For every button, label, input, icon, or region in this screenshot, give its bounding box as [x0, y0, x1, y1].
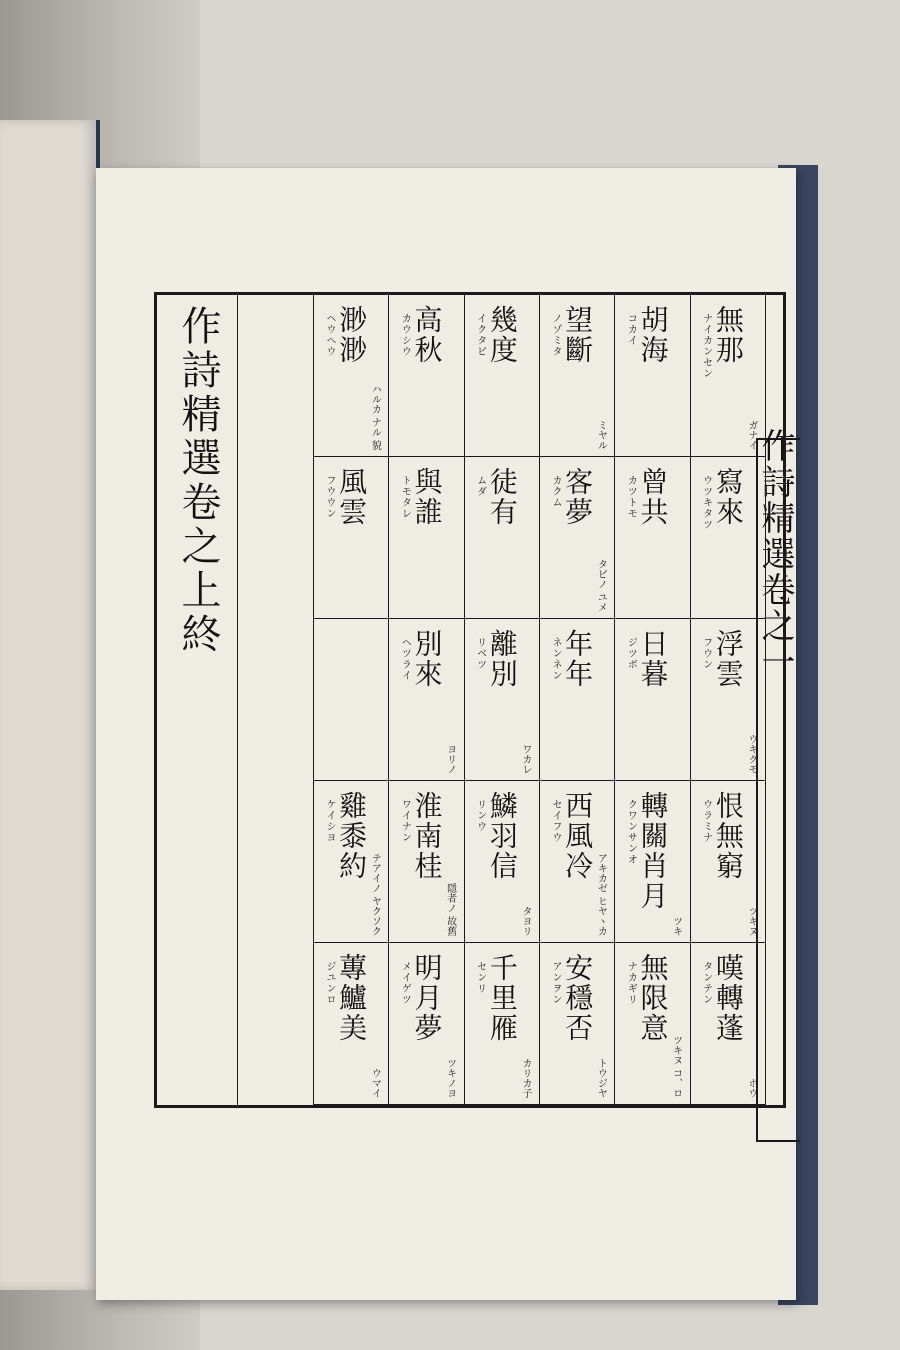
vocab-cell: [313, 943, 388, 1105]
vocab-word: 嘆轉蓬: [711, 953, 745, 1043]
vocab-cell: [690, 457, 765, 619]
vocab-cell: [313, 619, 388, 781]
kana-reading: セイフウ: [550, 799, 561, 843]
vocab-word: 渺渺: [335, 305, 369, 365]
gloss-note: タビノ ユメ: [595, 558, 607, 612]
vocab-word: 望斷: [561, 305, 595, 365]
kana-reading: リベツ: [474, 637, 486, 670]
vocab-cell: [690, 943, 765, 1105]
gloss-note: ワカレ: [520, 744, 531, 774]
gloss-note: タヨリ: [520, 906, 531, 936]
kana-reading: ナカギリ: [625, 961, 637, 1005]
vocab-word: 離別: [485, 629, 519, 689]
kana-reading: ジユンロ: [324, 961, 335, 1005]
vocab-word: 客夢: [561, 467, 595, 527]
kana-reading: ケイシヨ: [324, 799, 335, 843]
vocab-word: 千里雁: [485, 953, 519, 1043]
vocab-word: 曾共: [636, 467, 670, 527]
vocab-word: 恨無窮: [711, 791, 745, 881]
kana-reading: トモタレ: [399, 475, 411, 519]
gloss-note: ホウ: [746, 1078, 757, 1098]
vocab-cell: [614, 619, 689, 781]
vocab-cell: [539, 619, 614, 781]
vocab-cell: [464, 457, 539, 619]
vocab-cell: [539, 781, 614, 943]
kana-reading: フウン: [700, 637, 712, 670]
kana-reading: クワンサンオ: [625, 799, 637, 865]
gloss-note: ツキノヨ: [444, 1058, 456, 1098]
kana-reading: ヘウヘウ: [324, 313, 335, 357]
vocab-word: 明月夢: [410, 953, 444, 1043]
kana-reading: カクム: [550, 475, 561, 508]
gloss-note: ハルカ ナル 貌: [369, 383, 381, 450]
kana-reading: フウウン: [324, 475, 335, 519]
vocab-word: 與誰: [410, 467, 444, 527]
previous-page-edge: [0, 120, 100, 1290]
text-frame: [154, 292, 786, 1108]
kana-reading: ウツキタツ: [700, 475, 712, 530]
kana-reading: ヘツライ: [399, 637, 411, 681]
vocab-cell: [690, 619, 765, 781]
vocab-word: 年年: [561, 629, 595, 689]
vocab-cell: [539, 457, 614, 619]
vocab-cell: [388, 781, 463, 943]
vocab-word: 蓴鱸美: [335, 953, 369, 1043]
vocab-word: 日暮: [636, 629, 670, 689]
vocab-word: 風雲: [335, 467, 369, 527]
blank-column: [237, 295, 314, 1105]
vocabulary-grid: [313, 295, 765, 1105]
vocab-cell: [690, 295, 765, 457]
gloss-note: カリカ子: [520, 1058, 531, 1098]
vocab-word: 淮南桂: [410, 791, 444, 881]
vocab-cell: [614, 295, 689, 457]
kana-reading: ナイカンセン: [700, 313, 712, 379]
vocab-cell: [313, 295, 388, 457]
kana-reading: センリ: [474, 961, 486, 994]
vocab-cell: [614, 457, 689, 619]
vocab-word: 幾度: [485, 305, 519, 365]
vocab-word: 轉關肖月: [636, 791, 670, 911]
vocab-word: 無限意: [636, 953, 670, 1043]
gloss-note: ツキ: [670, 916, 682, 936]
vocab-cell: [388, 619, 463, 781]
gloss-note: 隱者ノ 故舊: [444, 882, 456, 936]
kana-reading: イクタビ: [474, 313, 486, 357]
kana-reading: メイゲツ: [399, 961, 411, 1005]
vocab-word: 無那: [711, 305, 745, 365]
gloss-note: ガナイ: [746, 420, 757, 450]
vocab-word: 鱗羽信: [485, 791, 519, 881]
gloss-note: ツキヌ コ、ロ: [670, 1034, 682, 1098]
vocab-word: 別來: [410, 629, 444, 689]
vocab-cell: [313, 457, 388, 619]
gloss-note: ツキヌ: [746, 906, 757, 936]
gloss-note: アキカゼ ヒヤヽカ: [595, 852, 607, 936]
vocab-cell: [614, 943, 689, 1105]
kana-reading: タンテン: [700, 961, 712, 1005]
vocab-cell: [614, 781, 689, 943]
next-page-title: 作詩精選卷之一: [755, 428, 795, 680]
gloss-note: ウキグモ: [746, 734, 757, 774]
vocab-word: 高秋: [410, 305, 444, 365]
vocab-cell: [464, 295, 539, 457]
vocab-word: 西風冷: [561, 791, 595, 881]
kana-reading: リンウ: [474, 799, 486, 832]
vocab-cell: [690, 781, 765, 943]
vocab-word: 浮雲: [711, 629, 745, 689]
vocab-cell: [388, 943, 463, 1105]
gloss-note: テアイノ ヤクソク: [369, 852, 381, 936]
gloss-note: ヨリノ: [444, 744, 456, 774]
kana-reading: ワイナン: [399, 799, 411, 843]
kana-reading: カウシウ: [399, 313, 411, 357]
vocab-cell: [539, 943, 614, 1105]
right-margin-strip: [765, 295, 784, 1105]
gloss-note: トウジヤ: [595, 1058, 607, 1098]
kana-reading: ウラミナ: [700, 799, 712, 843]
vocab-cell: [464, 619, 539, 781]
kana-reading: アンヲン: [550, 961, 561, 1005]
gloss-note: ミヤル: [595, 420, 607, 450]
vocab-word: 徒有: [485, 467, 519, 527]
kana-reading: コカイ: [625, 313, 637, 346]
vocab-cell: [464, 943, 539, 1105]
vocab-cell: [464, 781, 539, 943]
vocab-word: 寫來: [711, 467, 745, 527]
vocab-word: 雞黍約: [335, 791, 369, 881]
vocab-word: 胡海: [636, 305, 670, 365]
book-title: 作詩精選卷之上終: [175, 305, 221, 657]
kana-reading: ネンネン: [550, 637, 561, 681]
book-page: [96, 168, 796, 1300]
kana-reading: ムダ: [474, 475, 486, 497]
kana-reading: カツトモ: [625, 475, 637, 519]
title-column: [157, 295, 238, 1105]
gloss-note: ウマイ: [369, 1068, 381, 1098]
vocab-cell: [388, 295, 463, 457]
kana-reading: ジツボ: [625, 637, 637, 670]
vocab-cell: [539, 295, 614, 457]
vocab-cell: [388, 457, 463, 619]
vocab-cell: [313, 781, 388, 943]
vocab-word: 安穩否: [561, 953, 595, 1043]
kana-reading: ノゾミタ: [550, 313, 561, 357]
